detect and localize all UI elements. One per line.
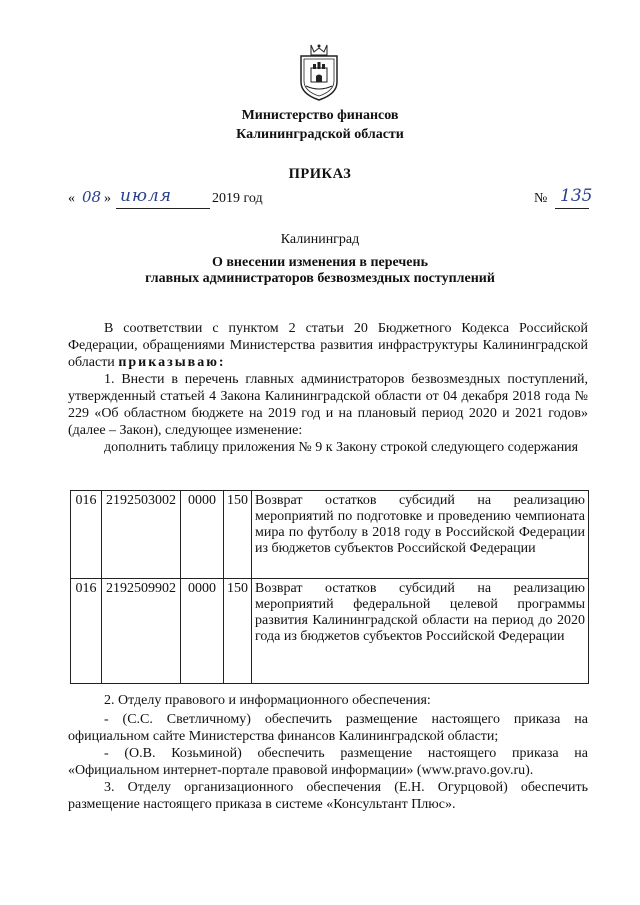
title-line2: главных администраторов безвозмездных поступлений <box>145 271 495 286</box>
name-cell: Возврат остатков субсидий на реализацию мероприятий по подготовке и проведению чемпионата мира по футболу в 2018 году в Российской Федерации из бюджетов субъектов Российской Федерации <box>252 491 589 579</box>
paragraph-item-2b: - (О.В. Козьминой) обеспечить размещение настоящего приказа на «Официальном интернет-портале правовой информации» (www.pravo.gov.ru). <box>68 746 588 778</box>
table-row <box>71 579 589 684</box>
number-sign: № <box>534 191 548 206</box>
amendment-table <box>70 490 589 684</box>
date-day: 08 <box>82 188 102 206</box>
date-open-quote: « <box>68 191 75 206</box>
paragraph-item-1: 1. Внести в перечень главных администраторов безвозмездных поступлений, утвержденный статьей 4 Закона Калининградской области от 04 декабря 2018 года № 229 «Об областном бюджете на 2019 год и на плановый период 2020 и 2021 годов» (далее – Закон), следующее изменение: <box>68 372 588 438</box>
order-number: 135 <box>560 186 593 206</box>
title-line1: О внесении изменения в перечень <box>211 255 428 270</box>
order-verb: приказываю: <box>118 355 226 370</box>
kbk-cell: 2192503002 <box>102 491 181 579</box>
paragraph-item-2: 2. Отделу правового и информационного обеспечения: <box>104 693 431 708</box>
paragraph-preamble <box>68 320 588 371</box>
date-year: 2019 год <box>212 191 263 206</box>
ministry-name-line1: Министерство финансов <box>241 108 399 123</box>
subcode-cell: 0000 <box>181 491 224 579</box>
number-underline <box>555 208 589 209</box>
coat-of-arms-icon <box>296 42 342 102</box>
city: Калининград <box>280 232 360 247</box>
date-close-quote: » <box>104 191 111 206</box>
admin-code-cell: 016 <box>71 491 102 579</box>
paragraph-item-3: 3. Отделу организационного обеспечения (Е.Н. Огурцовой) обеспечить размещение настоящего приказа в системе «Консультант Плюс». <box>68 780 588 812</box>
kosgu-cell: 150 <box>224 491 252 579</box>
kosgu-cell: 150 <box>224 579 252 684</box>
subcode-cell: 0000 <box>181 579 224 684</box>
document-type: ПРИКАЗ <box>288 166 352 182</box>
date-underline <box>116 208 210 209</box>
name-cell: Возврат остатков субсидий на реализацию мероприятий федеральной целевой программы развития Калининградской области на период до 2020 года из бюджетов субъектов Российской Федерации <box>252 579 589 684</box>
preamble-text: В соответствии с пунктом 2 статьи 20 Бюджетного Кодекса Российской Федерации, обращениями Министерства развития инфраструктуры Калининградской области <box>68 321 588 370</box>
paragraph-table-intro: дополнить таблицу приложения № 9 к Закону строкой следующего содержания <box>104 440 579 455</box>
kbk-cell: 2192509902 <box>102 579 181 684</box>
date-month: июля <box>120 186 172 206</box>
ministry-name-line2: Калининградской области <box>236 127 404 142</box>
paragraph-item-2a: - (С.С. Светличному) обеспечить размещение настоящего приказа на официальном сайте Министерства финансов Калининградской области; <box>68 712 588 744</box>
admin-code-cell: 016 <box>71 579 102 684</box>
table-row <box>71 491 589 579</box>
